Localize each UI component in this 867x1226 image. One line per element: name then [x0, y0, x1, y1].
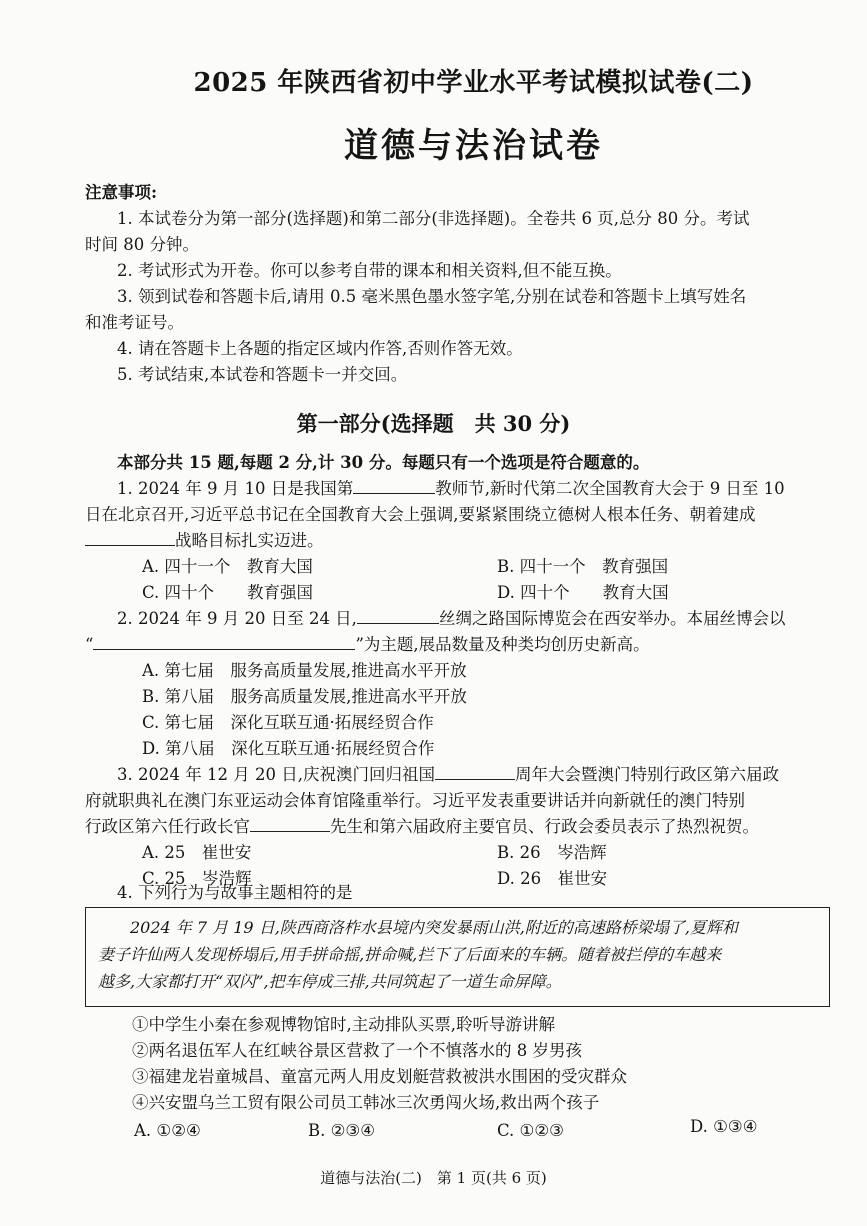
- q1-option-a: A. 四十一个 教育大国: [142, 557, 313, 576]
- page-footer: 道德与法治(二) 第 1 页(共 6 页): [320, 1169, 547, 1187]
- notice-item-5: 5. 考试结束,本试卷和答题卡一并交回。: [117, 365, 408, 384]
- q2-text-c: ”为主题,展品数量及种类均创历史新高。: [355, 635, 650, 654]
- q1-line-3: [85, 528, 324, 554]
- q1-text-a: 1. 2024 年 9 月 10 日是我国第: [117, 479, 354, 498]
- q4-option-d: D. ①③④: [690, 1117, 758, 1136]
- q1-text-c: 战略目标扎实迈进。: [175, 531, 324, 550]
- q1-text-b: 教师节,新时代第二次全国教育大会于 9 日至 10: [435, 479, 785, 498]
- q3-option-c: C. 25 岑浩辉: [142, 869, 252, 888]
- subject-title: 道德与法治试卷: [344, 126, 603, 166]
- notice-item-2: 2. 考试形式为开卷。你可以参考自带的课本和相关资料,但不能互换。: [117, 261, 622, 280]
- q3-option-a: A. 25 崔世安: [142, 843, 252, 862]
- q3-option-d: D. 26 崔世安: [497, 869, 608, 888]
- q2-blank-2: [93, 633, 355, 650]
- q1-line-1: [117, 476, 785, 502]
- notice-item-3-cont: 和准考证号。: [85, 313, 184, 332]
- q4-story-line-1: 2024 年 7 月 19 日,陕西商洛柞水县境内突发暴雨山洪,附近的高速路桥梁塌了,夏辉和: [130, 918, 738, 937]
- notice-item-3: 3. 领到试卷和答题卡后,请用 0.5 毫米黑色墨水签字笔,分别在试卷和答题卡上填写姓名: [117, 287, 747, 306]
- q3-blank-1: [435, 763, 515, 780]
- part1-title: 第一部分(选择题 共 30 分): [296, 411, 571, 436]
- q2-option-b: B. 第八届 服务高质量发展,推进高水平开放: [142, 687, 467, 706]
- q3-line-1: [117, 762, 779, 788]
- q2-line-1: [117, 606, 785, 632]
- exam-title: 2025 年陕西省初中学业水平考试模拟试卷(二): [193, 68, 754, 98]
- q3-text-a: 3. 2024 年 12 月 20 日,庆祝澳门回归祖国: [117, 765, 435, 784]
- notice-item-1: 1. 本试卷分为第一部分(选择题)和第二部分(非选择题)。全卷共 6 页,总分 80 分。考试: [117, 209, 750, 228]
- q4-story-line-3: 越多,大家都打开“双闪”,把车停成三排,共同筑起了一道生命屏障。: [98, 972, 562, 991]
- q1-option-d: D. 四十个 教育大国: [497, 583, 669, 602]
- q3-text-d: 先生和第六届政府主要官员、行政会委员表示了热烈祝贺。: [330, 817, 759, 836]
- q3-option-b: B. 26 岑浩辉: [497, 843, 607, 862]
- q4-option-a: A. ①②④: [134, 1121, 201, 1140]
- q3-text-c: 行政区第六任行政长官: [85, 817, 250, 836]
- notice-item-4: 4. 请在答题卡上各题的指定区域内作答,否则作答无效。: [117, 339, 523, 358]
- part1-intro: 本部分共 15 题,每题 2 分,计 30 分。每题只有一个选项是符合题意的。: [117, 453, 650, 472]
- q3-blank-2: [250, 815, 330, 832]
- q4-item-2: ②两名退伍军人在红峡谷景区营救了一个不慎落水的 8 岁男孩: [132, 1041, 582, 1060]
- q3-text-b: 周年大会暨澳门特别行政区第六届政: [514, 765, 779, 784]
- q2-text-a: 2. 2024 年 9 月 20 日至 24 日,: [117, 609, 357, 628]
- q2-quote-open: “: [85, 635, 94, 654]
- q1-option-c: C. 四十个 教育强国: [142, 583, 314, 602]
- q1-line-2: 日在北京召开,习近平总书记在全国教育大会上强调,要紧紧围绕立德树人根本任务、朝着建成: [85, 505, 756, 524]
- q2-blank-1: [357, 607, 439, 624]
- q2-option-d: D. 第八届 深化互联互通·拓展经贸合作: [142, 739, 435, 758]
- q3-line-2: 府就职典礼在澳门东亚运动会体育馆隆重举行。习近平发表重要讲话并向新就任的澳门特别: [85, 791, 745, 810]
- q4-story-line-2: 妻子许仙两人发现桥塌后,用手拼命摇,拼命喊,拦下了后面来的车辆。随着被拦停的车越来: [98, 945, 722, 964]
- q3-line-3: [85, 814, 759, 840]
- q1-option-b: B. 四十一个 教育强国: [497, 557, 669, 576]
- notice-heading: 注意事项:: [85, 183, 158, 202]
- q2-option-c: C. 第七届 深化互联互通·拓展经贸合作: [142, 713, 434, 732]
- q2-text-b: 丝绸之路国际博览会在西安举办。本届丝博会以: [438, 609, 786, 628]
- q4-item-1: ①中学生小秦在参观博物馆时,主动排队买票,聆听导游讲解: [132, 1015, 555, 1034]
- q4-story-box: [85, 907, 830, 1007]
- q4-option-b: B. ②③④: [308, 1121, 375, 1140]
- q1-blank-1: [353, 477, 435, 494]
- q2-line-2: [85, 632, 650, 658]
- q4-item-4: ④兴安盟乌兰工贸有限公司员工韩冰三次勇闯火场,救出两个孩子: [132, 1093, 600, 1112]
- q4-option-c: C. ①②③: [497, 1121, 564, 1140]
- q4-item-3: ③福建龙岩童城昌、童富元两人用皮划艇营救被洪水围困的受灾群众: [132, 1067, 627, 1086]
- q1-blank-2: [85, 529, 175, 546]
- notice-item-1-cont: 时间 80 分钟。: [85, 235, 199, 254]
- q2-option-a: A. 第七届 服务高质量发展,推进高水平开放: [142, 661, 467, 680]
- q4-stem: 4. 下列行为与故事主题相符的是: [117, 883, 353, 902]
